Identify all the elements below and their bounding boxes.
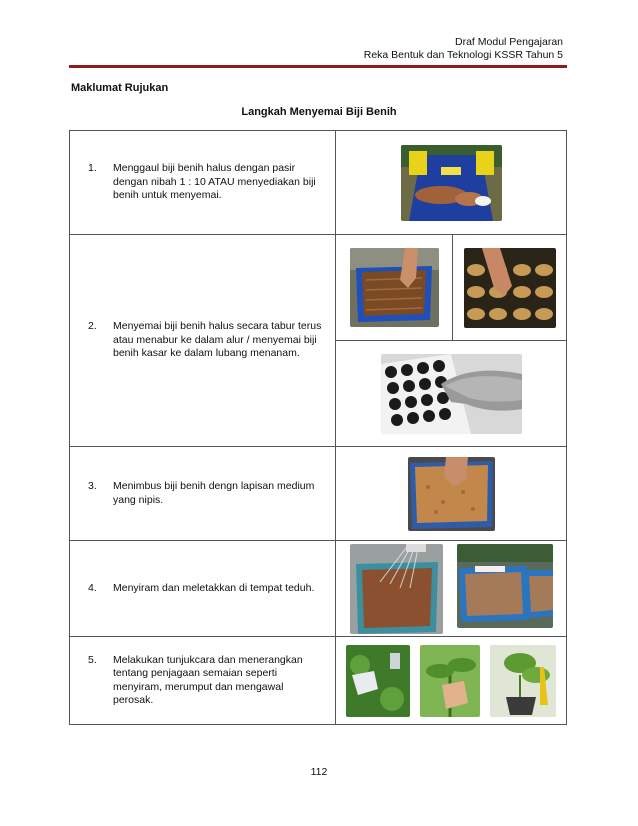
step-photo-cell bbox=[336, 541, 567, 637]
table-row bbox=[70, 637, 567, 725]
header-rule bbox=[69, 65, 567, 68]
step-text-cell bbox=[70, 235, 336, 447]
step-number: 2. bbox=[88, 320, 97, 333]
step-photo-cell bbox=[336, 637, 567, 725]
step-text-cell bbox=[70, 637, 336, 725]
photo-watering-seedlings bbox=[346, 645, 410, 717]
photo-trays-in-shade bbox=[457, 544, 553, 628]
step-text: Menggaul biji benih halus dengan pasir dengan nibah 1 : 10 ATAU menyediakan biji benih untuk menyemai. bbox=[113, 162, 316, 202]
table-row bbox=[70, 541, 567, 637]
header-module-title: Draf Modul Pengajaran bbox=[455, 36, 563, 48]
step-photo-cell bbox=[336, 341, 567, 447]
photo-seed-tray-holes bbox=[381, 354, 522, 434]
table-row bbox=[70, 131, 567, 235]
photo-sowing-tray bbox=[350, 248, 439, 327]
table-title: Langkah Menyemai Biji Benih bbox=[241, 106, 397, 118]
step-photo-cell bbox=[336, 447, 567, 541]
table-row bbox=[70, 235, 567, 341]
steps-table bbox=[69, 130, 567, 725]
photo-covering-seeds bbox=[408, 457, 495, 531]
step-number: 4. bbox=[88, 581, 97, 594]
section-title: Maklumat Rujukan bbox=[71, 82, 169, 94]
step-photo-cell bbox=[336, 131, 567, 235]
photo-mixing-seeds bbox=[401, 145, 502, 221]
step-text: Menyemai biji benih halus secara tabur terus atau menabur ke dalam alur / menyemai biji benih kasar ke dalam lubang menanam. bbox=[113, 320, 322, 360]
step-text: Menyiram dan meletakkan di tempat teduh. bbox=[113, 581, 315, 594]
step-photo-cell bbox=[336, 235, 453, 341]
step-text: Melakukan tunjukcara dan menerangkan tentang penjagaan semaian seperti menyiram, merumput dan mengawal perosak. bbox=[113, 653, 303, 706]
step-number: 1. bbox=[88, 162, 97, 175]
step-text-cell bbox=[70, 131, 336, 235]
photo-seedling-pots bbox=[464, 248, 556, 328]
step-text-cell bbox=[70, 447, 336, 541]
step-photo-cell bbox=[453, 235, 567, 341]
step-text-cell bbox=[70, 541, 336, 637]
photo-pest-control bbox=[490, 645, 556, 717]
photo-watering-tray bbox=[350, 544, 443, 634]
photo-weeding bbox=[420, 645, 480, 717]
step-number: 3. bbox=[88, 480, 97, 492]
step-number: 5. bbox=[88, 653, 97, 666]
table-row bbox=[70, 447, 567, 541]
page-number: 112 bbox=[310, 766, 328, 778]
document-header bbox=[364, 36, 563, 62]
step-text: Menimbus biji benih dengn lapisan medium yang nipis. bbox=[113, 480, 315, 506]
header-course-title: Reka Bentuk dan Teknologi KSSR Tahun 5 bbox=[363, 49, 563, 61]
